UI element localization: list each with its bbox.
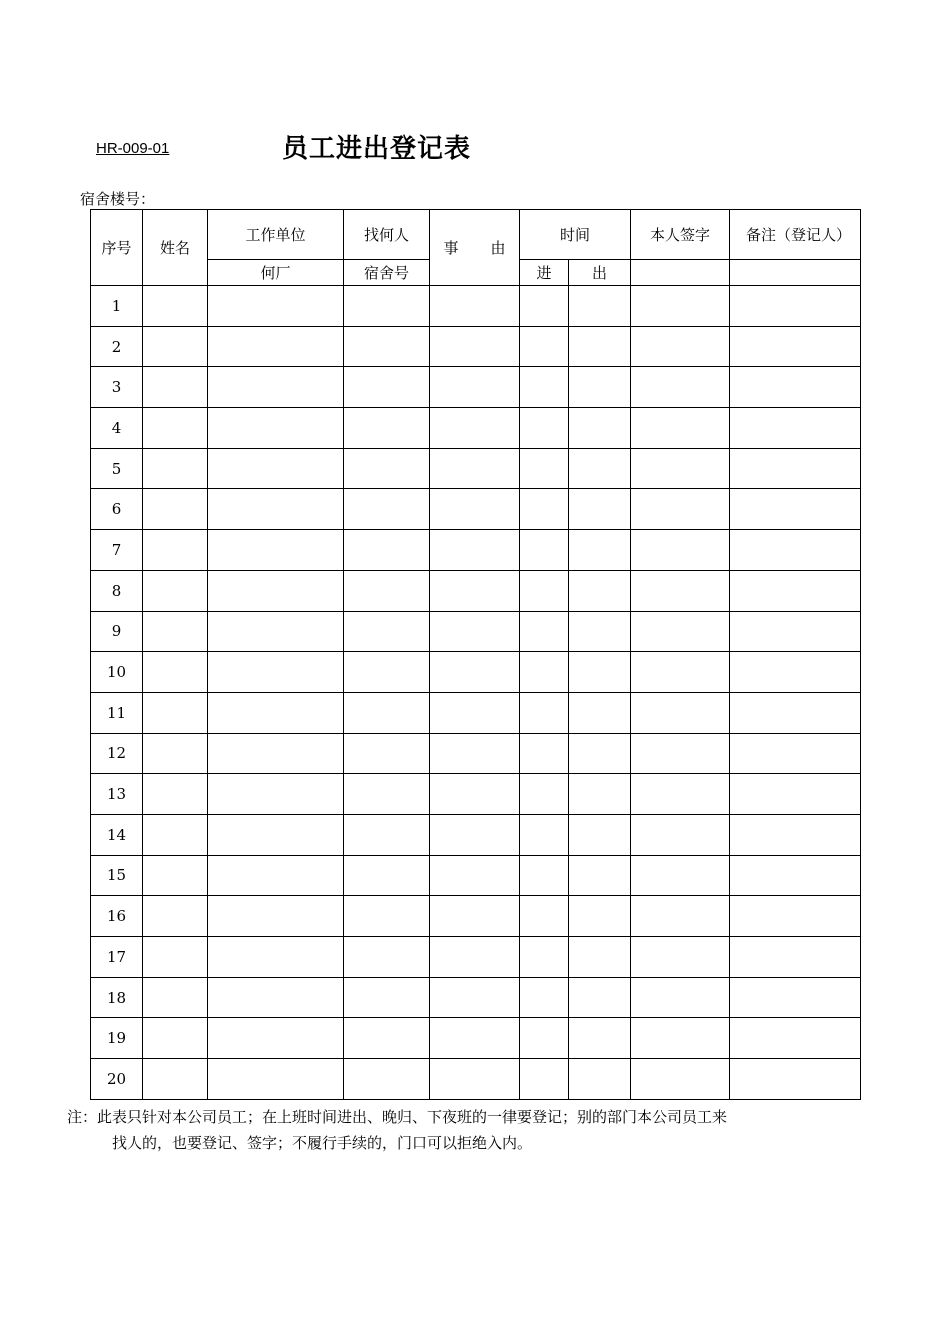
table-row: [91, 611, 861, 652]
remark-cell[interactable]: [730, 692, 861, 733]
name-cell[interactable]: [143, 611, 208, 652]
visit-cell[interactable]: [344, 652, 430, 693]
name-cell[interactable]: [143, 855, 208, 896]
table-row: [91, 896, 861, 937]
name-cell[interactable]: [143, 977, 208, 1018]
time-out-cell[interactable]: [569, 692, 631, 733]
time-in-cell[interactable]: [520, 774, 569, 815]
header-work-unit: 工作单位: [208, 210, 344, 260]
time-in-cell[interactable]: [520, 408, 569, 449]
time-in-cell[interactable]: [520, 733, 569, 774]
time-out-cell[interactable]: [569, 448, 631, 489]
signature-cell[interactable]: [631, 489, 730, 530]
factory-cell[interactable]: [208, 855, 344, 896]
row-number: 17: [91, 937, 143, 978]
time-out-cell[interactable]: [569, 977, 631, 1018]
name-cell[interactable]: [143, 652, 208, 693]
time-in-cell[interactable]: [520, 814, 569, 855]
reason-cell[interactable]: [430, 652, 520, 693]
header-name: 姓名: [143, 210, 208, 286]
form-code: HR-009-01: [96, 140, 170, 157]
factory-cell[interactable]: [208, 367, 344, 408]
time-out-cell[interactable]: [569, 408, 631, 449]
remark-cell[interactable]: [730, 286, 861, 327]
name-cell[interactable]: [143, 774, 208, 815]
time-in-cell[interactable]: [520, 367, 569, 408]
visit-cell[interactable]: [344, 326, 430, 367]
table-row: [91, 1018, 861, 1059]
table-row: [91, 692, 861, 733]
time-out-cell[interactable]: [569, 286, 631, 327]
name-cell[interactable]: [143, 367, 208, 408]
visit-cell[interactable]: [344, 570, 430, 611]
factory-cell[interactable]: [208, 408, 344, 449]
remark-cell[interactable]: [730, 489, 861, 530]
factory-cell[interactable]: [208, 286, 344, 327]
signature-cell[interactable]: [631, 530, 730, 571]
remark-cell[interactable]: [730, 774, 861, 815]
factory-cell[interactable]: [208, 814, 344, 855]
time-out-cell[interactable]: [569, 855, 631, 896]
reason-cell[interactable]: [430, 408, 520, 449]
name-cell[interactable]: [143, 896, 208, 937]
reason-cell[interactable]: [430, 530, 520, 571]
time-out-cell[interactable]: [569, 1059, 631, 1100]
header-remark: 备注（登记人）: [730, 210, 861, 260]
time-in-cell[interactable]: [520, 530, 569, 571]
row-number: 4: [91, 408, 143, 449]
reason-cell[interactable]: [430, 1059, 520, 1100]
signature-cell[interactable]: [631, 408, 730, 449]
row-number: 14: [91, 814, 143, 855]
page-title: 员工进出登记表: [282, 134, 472, 164]
header-dorm-no: 宿舍号: [344, 260, 430, 286]
name-cell[interactable]: [143, 937, 208, 978]
signature-cell[interactable]: [631, 611, 730, 652]
visit-cell[interactable]: [344, 692, 430, 733]
reason-cell[interactable]: [430, 692, 520, 733]
row-number: 11: [91, 692, 143, 733]
reason-cell[interactable]: [430, 937, 520, 978]
table-row: [91, 286, 861, 327]
reason-cell[interactable]: [430, 448, 520, 489]
header-time-out: 出: [569, 260, 631, 286]
row-number: 16: [91, 896, 143, 937]
table-row: [91, 326, 861, 367]
name-cell[interactable]: [143, 570, 208, 611]
name-cell[interactable]: [143, 489, 208, 530]
row-number: 8: [91, 570, 143, 611]
factory-cell[interactable]: [208, 448, 344, 489]
table-row: [91, 530, 861, 571]
dorm-number-label: 宿舍楼号：: [80, 190, 156, 208]
factory-cell[interactable]: [208, 977, 344, 1018]
signature-cell[interactable]: [631, 1018, 730, 1059]
time-in-cell[interactable]: [520, 611, 569, 652]
signature-cell[interactable]: [631, 286, 730, 327]
visit-cell[interactable]: [344, 611, 430, 652]
time-in-cell[interactable]: [520, 1059, 569, 1100]
reason-cell[interactable]: [430, 286, 520, 327]
name-cell[interactable]: [143, 733, 208, 774]
signature-cell[interactable]: [631, 448, 730, 489]
time-out-cell[interactable]: [569, 814, 631, 855]
factory-cell[interactable]: [208, 1018, 344, 1059]
name-cell[interactable]: [143, 326, 208, 367]
reason-cell[interactable]: [430, 774, 520, 815]
table-row: [91, 367, 861, 408]
visit-cell[interactable]: [344, 1059, 430, 1100]
remark-cell[interactable]: [730, 570, 861, 611]
factory-cell[interactable]: [208, 652, 344, 693]
factory-cell[interactable]: [208, 692, 344, 733]
name-cell[interactable]: [143, 1059, 208, 1100]
remark-cell[interactable]: [730, 896, 861, 937]
reason-cell[interactable]: [430, 611, 520, 652]
row-number: 13: [91, 774, 143, 815]
time-out-cell[interactable]: [569, 774, 631, 815]
name-cell[interactable]: [143, 408, 208, 449]
reason-cell[interactable]: [430, 896, 520, 937]
visit-cell[interactable]: [344, 774, 430, 815]
time-out-cell[interactable]: [569, 937, 631, 978]
signature-cell[interactable]: [631, 814, 730, 855]
signature-cell[interactable]: [631, 570, 730, 611]
time-in-cell[interactable]: [520, 448, 569, 489]
signature-cell[interactable]: [631, 774, 730, 815]
factory-cell[interactable]: [208, 570, 344, 611]
time-in-cell[interactable]: [520, 937, 569, 978]
visit-cell[interactable]: [344, 1018, 430, 1059]
table-row: [91, 570, 861, 611]
remark-cell[interactable]: [730, 977, 861, 1018]
row-number: 10: [91, 652, 143, 693]
factory-cell[interactable]: [208, 1059, 344, 1100]
table-row: [91, 448, 861, 489]
visit-cell[interactable]: [344, 855, 430, 896]
header-reason-right: 由: [490, 239, 506, 257]
header-visit: 找何人: [344, 210, 430, 260]
reason-cell[interactable]: [430, 326, 520, 367]
remark-cell[interactable]: [730, 611, 861, 652]
time-out-cell[interactable]: [569, 1018, 631, 1059]
time-in-cell[interactable]: [520, 1018, 569, 1059]
table-row: [91, 652, 861, 693]
visit-cell[interactable]: [344, 937, 430, 978]
name-cell[interactable]: [143, 692, 208, 733]
visit-cell[interactable]: [344, 367, 430, 408]
header-reason-left: 事: [443, 239, 459, 257]
reason-cell[interactable]: [430, 855, 520, 896]
factory-cell[interactable]: [208, 530, 344, 571]
table-row: [91, 855, 861, 896]
signature-cell[interactable]: [631, 1059, 730, 1100]
name-cell[interactable]: [143, 1018, 208, 1059]
time-out-cell[interactable]: [569, 367, 631, 408]
factory-cell[interactable]: [208, 733, 344, 774]
header-factory: 何厂: [208, 260, 344, 286]
time-out-cell[interactable]: [569, 489, 631, 530]
factory-cell[interactable]: [208, 774, 344, 815]
table-row: [91, 733, 861, 774]
factory-cell[interactable]: [208, 489, 344, 530]
table-row: [91, 937, 861, 978]
reason-cell[interactable]: [430, 814, 520, 855]
remark-cell[interactable]: [730, 733, 861, 774]
time-in-cell[interactable]: [520, 896, 569, 937]
signature-cell[interactable]: [631, 367, 730, 408]
row-number: 12: [91, 733, 143, 774]
row-number: 20: [91, 1059, 143, 1100]
table-row: [91, 774, 861, 815]
visit-cell[interactable]: [344, 530, 430, 571]
remark-cell[interactable]: [730, 855, 861, 896]
time-out-cell[interactable]: [569, 733, 631, 774]
time-out-cell[interactable]: [569, 326, 631, 367]
header-time-in: 进: [520, 260, 569, 286]
remark-cell[interactable]: [730, 1018, 861, 1059]
time-in-cell[interactable]: [520, 855, 569, 896]
header-reason: [430, 210, 520, 286]
time-in-cell[interactable]: [520, 326, 569, 367]
row-number: 7: [91, 530, 143, 571]
remark-cell[interactable]: [730, 326, 861, 367]
header-signature: 本人签字: [631, 210, 730, 260]
header-seq: 序号: [91, 210, 143, 286]
header-blank-remark: [730, 260, 861, 286]
time-out-cell[interactable]: [569, 896, 631, 937]
footnote-line-1: 注：此表只针对本公司员工；在上班时间进出、晚归、下夜班的一律要登记；别的部门本公司员工来: [67, 1108, 728, 1126]
remark-cell[interactable]: [730, 1059, 861, 1100]
factory-cell[interactable]: [208, 611, 344, 652]
row-number: 5: [91, 448, 143, 489]
row-number: 9: [91, 611, 143, 652]
table-row: [91, 814, 861, 855]
time-out-cell[interactable]: [569, 570, 631, 611]
table-row: [91, 977, 861, 1018]
header-row-1: [91, 210, 861, 260]
remark-cell[interactable]: [730, 408, 861, 449]
row-number: 15: [91, 855, 143, 896]
time-in-cell[interactable]: [520, 692, 569, 733]
remark-cell[interactable]: [730, 652, 861, 693]
remark-cell[interactable]: [730, 448, 861, 489]
reason-cell[interactable]: [430, 489, 520, 530]
factory-cell[interactable]: [208, 326, 344, 367]
registration-table: [90, 209, 861, 1100]
visit-cell[interactable]: [344, 733, 430, 774]
reason-cell[interactable]: [430, 977, 520, 1018]
name-cell[interactable]: [143, 530, 208, 571]
table-row: [91, 489, 861, 530]
visit-cell[interactable]: [344, 896, 430, 937]
footnote-line-2: 找人的，也要登记、签字；不履行手续的，门口可以拒绝入内。: [112, 1134, 533, 1152]
name-cell[interactable]: [143, 286, 208, 327]
remark-cell[interactable]: [730, 814, 861, 855]
remark-cell[interactable]: [730, 367, 861, 408]
time-in-cell[interactable]: [520, 489, 569, 530]
time-out-cell[interactable]: [569, 611, 631, 652]
name-cell[interactable]: [143, 814, 208, 855]
footnote: [67, 1104, 867, 1156]
signature-cell[interactable]: [631, 855, 730, 896]
signature-cell[interactable]: [631, 896, 730, 937]
row-number: 2: [91, 326, 143, 367]
reason-cell[interactable]: [430, 733, 520, 774]
reason-cell[interactable]: [430, 1018, 520, 1059]
header-time: 时间: [520, 210, 631, 260]
visit-cell[interactable]: [344, 408, 430, 449]
signature-cell[interactable]: [631, 977, 730, 1018]
time-in-cell[interactable]: [520, 286, 569, 327]
row-number: 3: [91, 367, 143, 408]
row-number: 18: [91, 977, 143, 1018]
visit-cell[interactable]: [344, 814, 430, 855]
visit-cell[interactable]: [344, 977, 430, 1018]
time-out-cell[interactable]: [569, 530, 631, 571]
visit-cell[interactable]: [344, 286, 430, 327]
name-cell[interactable]: [143, 448, 208, 489]
row-number: 6: [91, 489, 143, 530]
time-in-cell[interactable]: [520, 570, 569, 611]
row-number: 19: [91, 1018, 143, 1059]
time-in-cell[interactable]: [520, 652, 569, 693]
signature-cell[interactable]: [631, 733, 730, 774]
signature-cell[interactable]: [631, 692, 730, 733]
signature-cell[interactable]: [631, 652, 730, 693]
reason-cell[interactable]: [430, 570, 520, 611]
factory-cell[interactable]: [208, 937, 344, 978]
time-in-cell[interactable]: [520, 977, 569, 1018]
table-row: [91, 1059, 861, 1100]
header-blank-signature: [631, 260, 730, 286]
factory-cell[interactable]: [208, 896, 344, 937]
reason-cell[interactable]: [430, 367, 520, 408]
row-number: 1: [91, 286, 143, 327]
signature-cell[interactable]: [631, 326, 730, 367]
visit-cell[interactable]: [344, 489, 430, 530]
time-out-cell[interactable]: [569, 652, 631, 693]
remark-cell[interactable]: [730, 937, 861, 978]
table-row: [91, 408, 861, 449]
visit-cell[interactable]: [344, 448, 430, 489]
signature-cell[interactable]: [631, 937, 730, 978]
remark-cell[interactable]: [730, 530, 861, 571]
